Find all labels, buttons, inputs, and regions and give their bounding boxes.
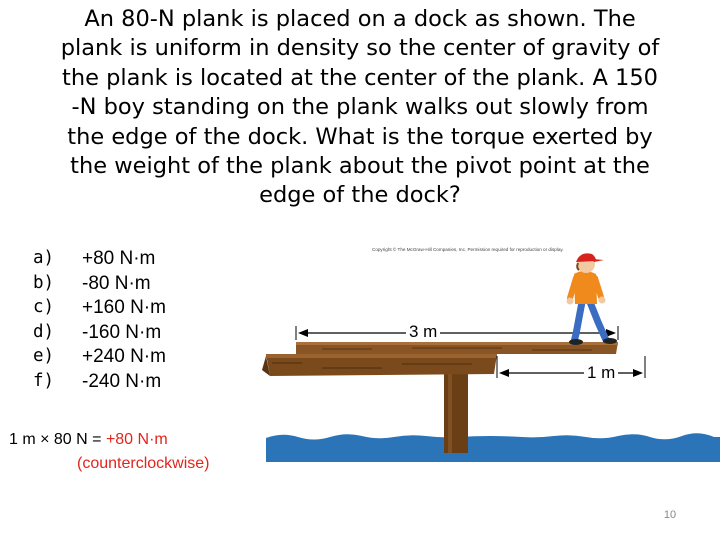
question-line: the edge of the dock. What is the torque exerted by: [67, 123, 653, 150]
answer-line: [9, 431, 168, 449]
choice-letter: b): [33, 272, 55, 293]
dock-post: [444, 373, 468, 453]
choice-letter: a): [33, 248, 55, 268]
question-line: the plank is located at the center of the plank. A 150: [62, 64, 658, 91]
choice-letter: d): [33, 321, 55, 342]
choice-letter: c): [33, 297, 55, 317]
dimension-label-1m: 1 m: [584, 364, 618, 382]
answer-note: (counterclockwise): [77, 455, 210, 472]
choice-text: +240 N·m: [82, 346, 166, 367]
question-line: An 80-N plank is placed on a dock as shown. The: [84, 6, 636, 32]
choice-text: -160 N·m: [82, 321, 162, 343]
question-line: the weight of the plank about the pivot point at the: [70, 153, 650, 180]
plank-diagram-svg: [262, 242, 720, 462]
question-text: [6, 5, 714, 211]
answer-value: +80 N·m: [105, 431, 168, 448]
plank-diagram: [262, 242, 720, 462]
dimension-label-3m: 3 m: [406, 323, 440, 341]
answer-prefix: 1 m × 80 N =: [9, 431, 106, 448]
choice-letter: e): [33, 346, 55, 366]
choice-text: -80 N·m: [82, 272, 151, 294]
choice-text: -240 N·m: [82, 370, 162, 392]
question-line: plank is uniform in density so the center of gravity of: [60, 35, 660, 62]
question-line: edge of the dock?: [259, 182, 461, 209]
choice-text: +160 N·m: [82, 297, 166, 318]
water: [266, 433, 720, 462]
copyright-notice: Copyright © The McGraw-Hill Companies, Inc. Permission required for reproduction or display.: [372, 247, 564, 252]
question-line: -N boy standing on the plank walks out slowly from: [71, 94, 649, 121]
choice-text: +80 N·m: [82, 248, 156, 269]
page-number: 10: [663, 509, 677, 521]
choice-letter: f): [33, 370, 55, 391]
